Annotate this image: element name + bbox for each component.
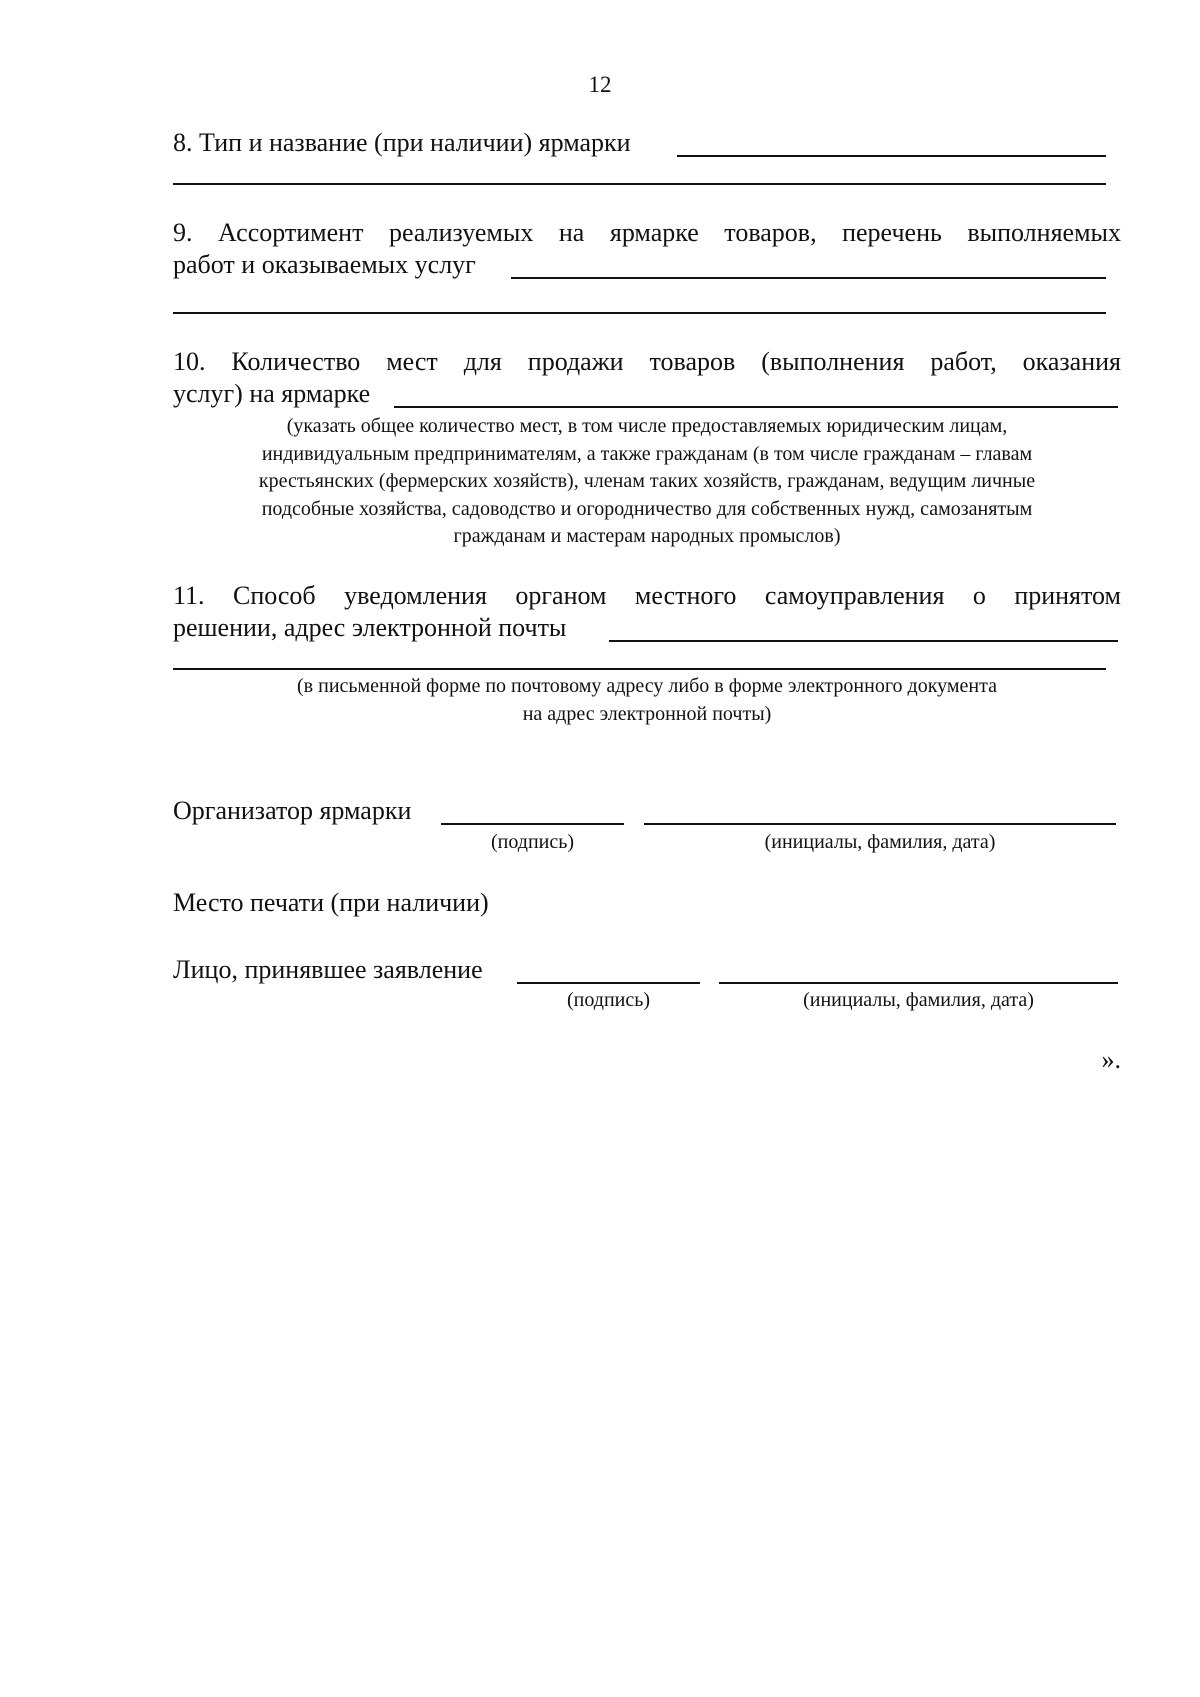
- item10-blank-line[interactable]: [394, 406, 1118, 408]
- item10-note-line: подсобные хозяйства, садоводство и огородничество для собственных нужд, самозанятым: [261, 497, 1033, 520]
- item11-line-1: 11. Способ уведомления органом местного самоуправления о принятом: [173, 581, 1121, 610]
- item11-blank-line-1[interactable]: [609, 640, 1118, 642]
- item10-note-line: гражданам и мастерам народных промыслов): [453, 525, 841, 547]
- page-number: 12: [588, 72, 612, 97]
- item8-label: 8. Тип и название (при наличии) ярмарки: [173, 128, 631, 157]
- organizer-signature-caption: (подпись): [490, 831, 575, 853]
- item10-line-2: услуг) на ярмарке: [173, 379, 371, 408]
- item9-blank-line-2[interactable]: [173, 312, 1106, 314]
- organizer-label: Организатор ярмарки: [173, 796, 412, 825]
- item11-note-line: на адрес электронной почты): [522, 702, 772, 725]
- item10-note-line: индивидуальным предпринимателям, а также гражданам (в том числе гражданам – главам: [261, 442, 1033, 465]
- item9-line-2: работ и оказываемых услуг: [173, 250, 476, 279]
- item11-line-2: решении, адрес электронной почты: [173, 613, 567, 642]
- receiver-label: Лицо, принявшее заявление: [173, 955, 483, 984]
- receiver-name-caption: (инициалы, фамилия, дата): [803, 989, 1034, 1011]
- organizer-name-caption: (инициалы, фамилия, дата): [764, 831, 996, 853]
- item9-line-1: 9. Ассортимент реализуемых на ярмарке товаров, перечень выполняемых: [173, 218, 1121, 247]
- item11-note: [173, 673, 1121, 728]
- item10-note: [173, 413, 1121, 551]
- item8-blank-line-1[interactable]: [677, 155, 1106, 157]
- organizer-name-line[interactable]: [644, 823, 1116, 825]
- item9-blank-line-1[interactable]: [511, 277, 1106, 279]
- seal-label: Место печати (при наличии): [173, 888, 489, 917]
- item10-note-line: крестьянских (фермерских хозяйств), членам таких хозяйств, гражданам, ведущим личные: [258, 470, 1036, 492]
- item10-line-1: 10. Количество мест для продажи товаров (выполнения работ, оказания: [173, 347, 1121, 376]
- item10-note-line: (указать общее количество мест, в том числе предоставляемых юридическим лицам,: [286, 415, 1008, 437]
- receiver-signature-line[interactable]: [517, 982, 700, 984]
- item8-blank-line-2[interactable]: [173, 183, 1106, 185]
- closing-quote: ».: [1101, 1045, 1121, 1074]
- receiver-name-line[interactable]: [719, 982, 1118, 984]
- organizer-signature-line[interactable]: [441, 823, 624, 825]
- item11-note-line: (в письменной форме по почтовому адресу либо в форме электронного документа: [297, 675, 997, 697]
- item11-blank-line-2[interactable]: [173, 668, 1106, 670]
- receiver-signature-caption: (подпись): [566, 989, 651, 1011]
